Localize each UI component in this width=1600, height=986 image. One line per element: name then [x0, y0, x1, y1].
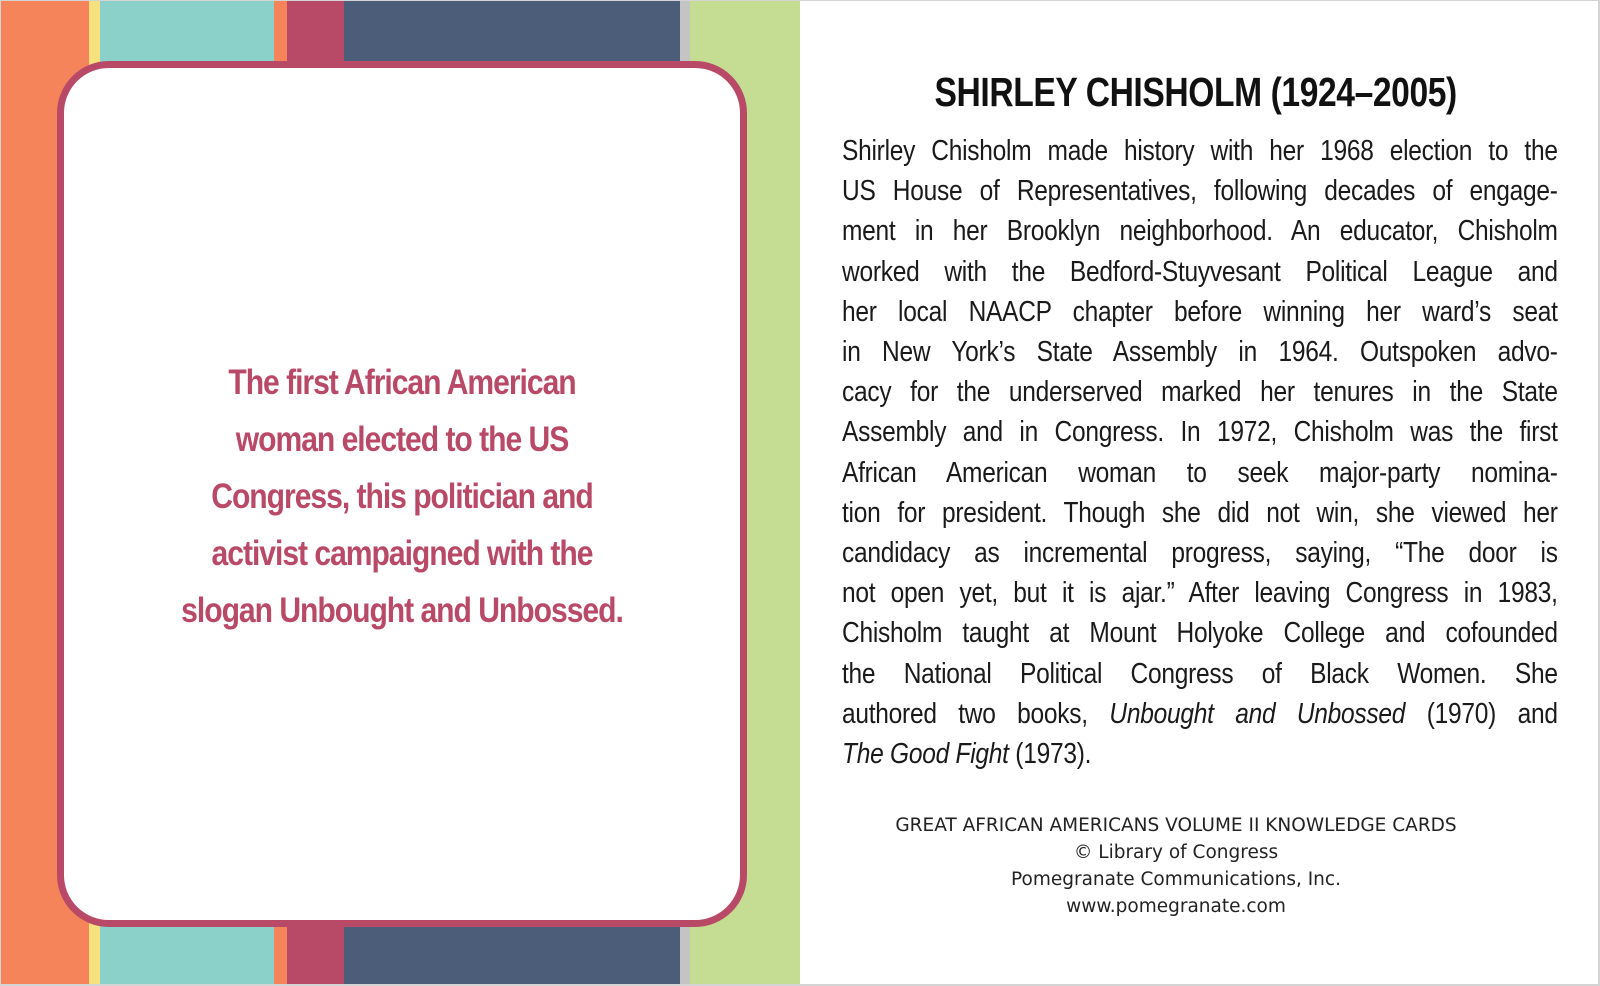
bio-line: candidacy as incremental progress, saying, “The door is: [842, 537, 1558, 570]
bio-line: African American woman to seek major-party nomina-: [842, 456, 1558, 489]
bio-line: in New York’s State Assembly in 1964. Outspoken advo-: [842, 336, 1558, 369]
book-title-unbought-and-unbossed: Unbought and Unbossed: [1109, 697, 1406, 730]
question-line: woman elected to the US: [235, 419, 569, 459]
bio-text: (1973).: [1008, 738, 1092, 771]
credits-block: [800, 812, 1552, 920]
bio-line: Assembly and in Congress. In 1972, Chisholm was the first: [842, 416, 1558, 449]
question-line: slogan Unbought and Unbossed.: [181, 590, 623, 630]
card-back-panel: [800, 0, 1600, 984]
bio-line: not open yet, but it is ajar.” After leaving Congress in 1983,: [842, 577, 1558, 610]
question-line: The first African American: [228, 362, 576, 402]
bio-line: Chisholm taught at Mount Holyoke College and cofounded: [842, 617, 1558, 650]
bio-text: authored two books,: [842, 697, 1110, 730]
bio-line: the National Political Congress of Black Women. She: [842, 657, 1558, 690]
publisher-website: www.pomegranate.com: [1066, 896, 1286, 917]
bio-text: (1970) and: [1405, 697, 1558, 730]
question-line: activist campaigned with the: [211, 533, 593, 573]
bio-line: ment in her Brooklyn neighborhood. An educator, Chisholm: [842, 215, 1558, 248]
question-card: [57, 61, 747, 927]
biography-text: [842, 131, 1558, 774]
book-title-the-good-fight: The Good Fight: [842, 738, 1009, 771]
bio-line: US House of Representatives, following decades of engage-: [842, 175, 1558, 208]
copyright-notice: © Library of Congress: [1073, 842, 1279, 863]
bio-line: worked with the Bedford-Stuyvesant Political League and: [842, 255, 1558, 288]
bio-line: [842, 734, 1558, 774]
question-text: [178, 354, 625, 639]
publisher-name: Pomegranate Communications, Inc.: [1011, 869, 1341, 890]
bio-line: Shirley Chisholm made history with her 1968 election to the: [842, 135, 1558, 167]
question-line: Congress, this politician and: [211, 476, 593, 516]
bio-line: tion for president. Though she did not win, she viewed her: [842, 496, 1558, 529]
series-name: GREAT AFRICAN AMERICANS VOLUME II KNOWLEDGE CARDS: [895, 815, 1457, 836]
bio-line: her local NAACP chapter before winning her ward’s seat: [842, 295, 1558, 328]
card-front-panel: [0, 0, 800, 984]
biography-title: SHIRLEY CHISHOLM (1924–2005): [934, 69, 1457, 115]
bio-line: cacy for the underserved marked her tenures in the State: [842, 376, 1558, 409]
bio-line: [842, 694, 1558, 734]
